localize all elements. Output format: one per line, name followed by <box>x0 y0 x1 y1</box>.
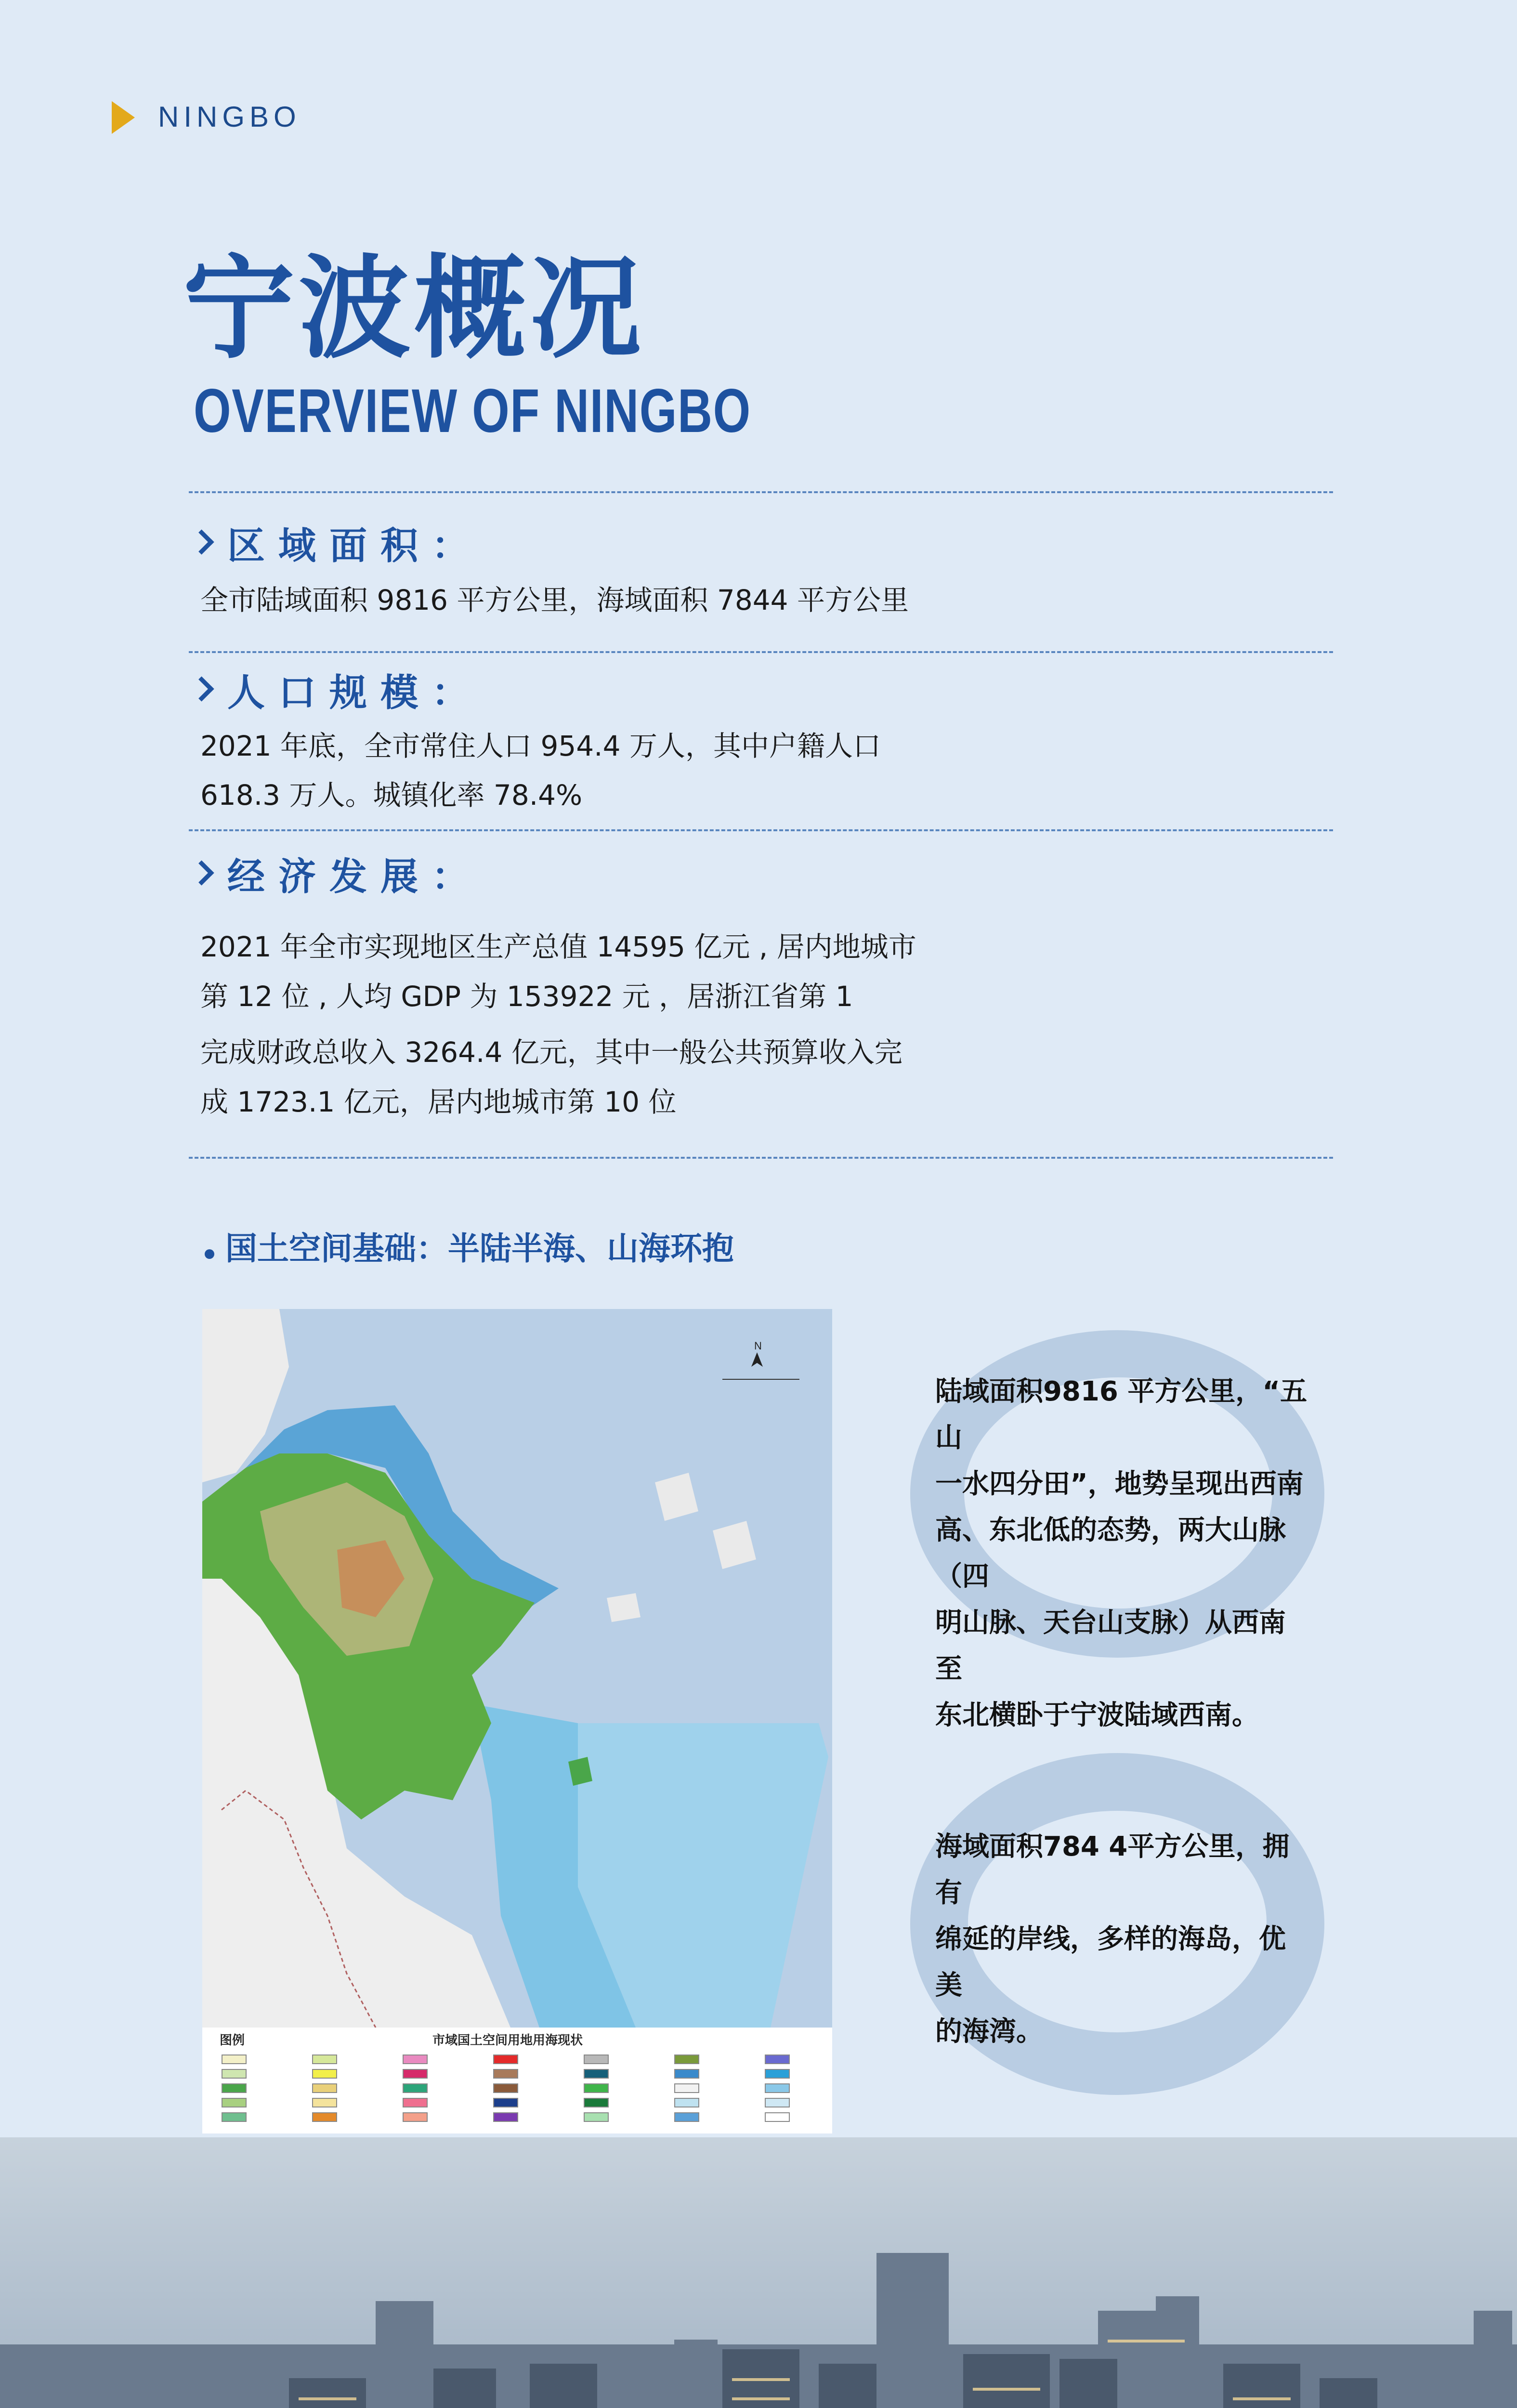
legend-swatch <box>674 2083 699 2093</box>
legend-swatch <box>674 2112 699 2122</box>
map-legend <box>202 2028 832 2133</box>
section-text-economy-line: 成 1723.1 亿元，居内地城市第 10 位 <box>200 1086 677 1118</box>
legend-swatch <box>403 2098 428 2107</box>
bullet-dot <box>205 1249 214 1259</box>
map-caption: 市域国土空间用地用海现状 <box>432 2033 583 2048</box>
legend-swatch <box>222 2112 247 2122</box>
map-graphic <box>202 1309 832 2028</box>
chevron-right-icon <box>189 860 214 885</box>
legend-swatch <box>765 2112 790 2122</box>
section-text-area: 全市陆域面积 9816 平方公里，海域面积 7844 平方公里 <box>200 584 909 616</box>
legend-swatch <box>674 2069 699 2079</box>
section-text-economy-line: 第 12 位 , 人均 GDP 为 153922 元 ，居浙江省第 1 <box>200 980 853 1013</box>
divider <box>189 1157 1333 1159</box>
north-label: N <box>754 1340 762 1352</box>
legend-swatch <box>765 2069 790 2079</box>
legend-swatch <box>584 2098 609 2107</box>
section-title-economy: 经济发展： <box>227 855 483 899</box>
callout-line: 明山脉、天台山支脉）从西南至 <box>935 1607 1286 1685</box>
skyline-graphic <box>0 2137 1517 2408</box>
legend-swatch <box>493 2098 518 2107</box>
legend-swatch <box>222 2098 247 2107</box>
page-title: 宁波概况 <box>183 244 646 374</box>
section-title-population: 人口规模： <box>227 671 483 715</box>
city-skyline-photo <box>0 2137 1517 2408</box>
callout-sea <box>935 1824 1311 2055</box>
legend-swatch <box>674 2098 699 2107</box>
legend-swatch <box>765 2098 790 2107</box>
legend-swatch <box>312 2112 337 2122</box>
section-text-population-line: 2021 年底，全市常住人口 954.4 万人，其中户籍人口 <box>200 730 881 762</box>
divider <box>189 651 1333 653</box>
legend-swatch <box>493 2083 518 2093</box>
legend-swatch <box>403 2069 428 2079</box>
callout-line: 海域面积784 4平方公里，拥有 <box>935 1831 1290 1909</box>
section-text-economy-line: 完成财政总收入 3264.4 亿元，其中一般公共预算收入完 <box>200 1036 902 1069</box>
section-title-area: 区域面积： <box>227 524 483 568</box>
callout-land <box>935 1369 1311 1739</box>
divider <box>189 829 1333 831</box>
legend-swatch <box>493 2055 518 2064</box>
callout-line: 一水四分田”，地势呈现出西南 <box>935 1468 1304 1500</box>
legend-swatch <box>222 2069 247 2079</box>
legend-swatch <box>312 2098 337 2107</box>
legend-swatch <box>765 2083 790 2093</box>
legend-swatch <box>765 2055 790 2064</box>
legend-title: 图例 <box>220 2033 245 2048</box>
legend-swatch <box>403 2083 428 2093</box>
divider <box>189 491 1333 493</box>
callout-line: 东北横卧于宁波陆域西南。 <box>935 1700 1259 1731</box>
legend-swatch <box>674 2055 699 2064</box>
section-text-economy-line: 2021 年全市实现地区生产总值 14595 亿元 , 居内地城市 <box>200 930 916 963</box>
legend-swatch <box>584 2069 609 2079</box>
legend-swatch <box>312 2083 337 2093</box>
legend-swatch <box>584 2083 609 2093</box>
brand-arrow-icon <box>112 101 135 134</box>
callout-line: 高、东北低的态势，两大山脉（四 <box>935 1515 1286 1592</box>
page-subtitle: OVERVIEW OF NINGBO <box>194 377 751 445</box>
legend-swatch <box>403 2055 428 2064</box>
chevron-right-icon <box>189 529 214 554</box>
legend-swatch <box>312 2055 337 2064</box>
section-text-population-line: 618.3 万人。城镇化率 78.4% <box>200 779 583 811</box>
callout-line: 的海湾。 <box>935 2016 1043 2047</box>
legend-swatch <box>493 2112 518 2122</box>
legend-swatch <box>403 2112 428 2122</box>
brand-label: NINGBO <box>158 101 301 133</box>
legend-swatch <box>222 2083 247 2093</box>
chevron-right-icon <box>189 676 214 701</box>
legend-swatch <box>222 2055 247 2064</box>
legend-swatch <box>493 2069 518 2079</box>
callout-line: 绵延的岸线，多样的海岛，优美 <box>935 1924 1286 2001</box>
legend-swatch <box>312 2069 337 2079</box>
legend-swatch <box>584 2112 609 2122</box>
bullet-title: 国土空间基础：半陆半海、山海环抱 <box>225 1230 734 1267</box>
legend-swatch <box>584 2055 609 2064</box>
land-use-map <box>202 1309 832 2133</box>
callout-line: 陆域面积9816 平方公里，“五山 <box>935 1376 1308 1453</box>
